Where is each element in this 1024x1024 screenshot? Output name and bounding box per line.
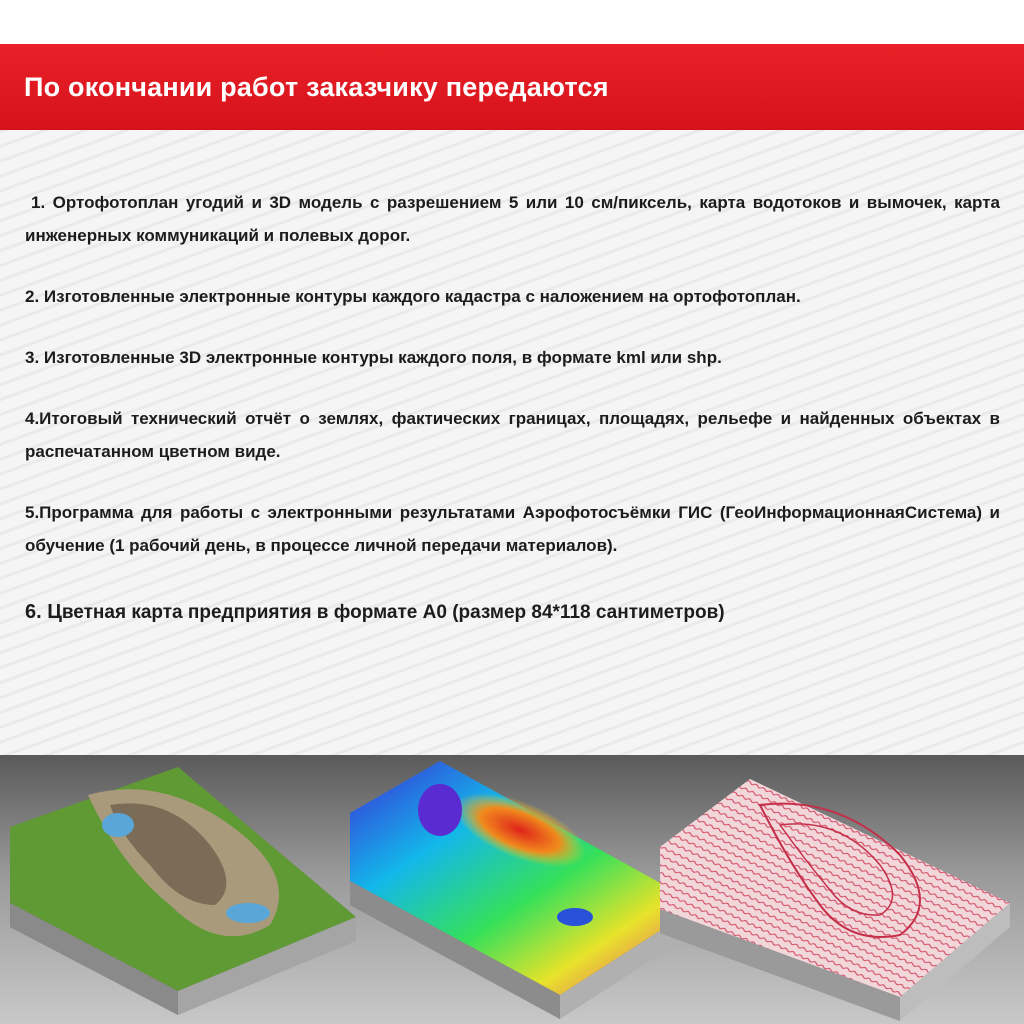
list-item-5: 5.Программа для работы с электронными результатами Аэрофотосъёмки ГИС (ГеоИнформационнаяСистема) и обучение (1 рабочий день, в процессе личной передачи материалов). <box>25 503 1000 555</box>
top-margin <box>0 0 1024 44</box>
list-item-6-number: 6. Ц <box>25 601 62 623</box>
contour-lines-model <box>660 779 1010 1021</box>
terrain-models-image <box>0 755 1024 1024</box>
terrain-models-illustration <box>0 755 1024 1024</box>
list-item-6-text: ветная карта предприятия в формате А0 (размер 84*118 сантиметров) <box>61 602 725 623</box>
list-item-3: 3. Изготовленные 3D электронные контуры каждого поля, в формате kml или shp. <box>25 348 722 367</box>
slide-title: По окончании работ заказчику передаются <box>24 71 609 102</box>
orthophoto-model <box>10 767 356 1015</box>
title-bar <box>0 44 1024 130</box>
list-item-4: 4.Итоговый технический отчёт о землях, фактических границах, площадях, рельефе и найденных объектах в распечатанном цветном виде. <box>25 409 1000 461</box>
elevation-heatmap-model <box>350 761 700 1019</box>
list-item-6 <box>25 596 1000 629</box>
list-item-2: 2. Изготовленные электронные контуры каждого кадастра с наложением на ортофотоплан. <box>25 287 801 306</box>
list-item-1: 1. Ортофотоплан угодий и 3D модель с разрешением 5 или 10 см/пиксель, карта водотоков и вымочек, карта инженерных коммуникаций и полевых дорог. <box>25 193 1000 245</box>
content-list <box>25 186 1000 657</box>
